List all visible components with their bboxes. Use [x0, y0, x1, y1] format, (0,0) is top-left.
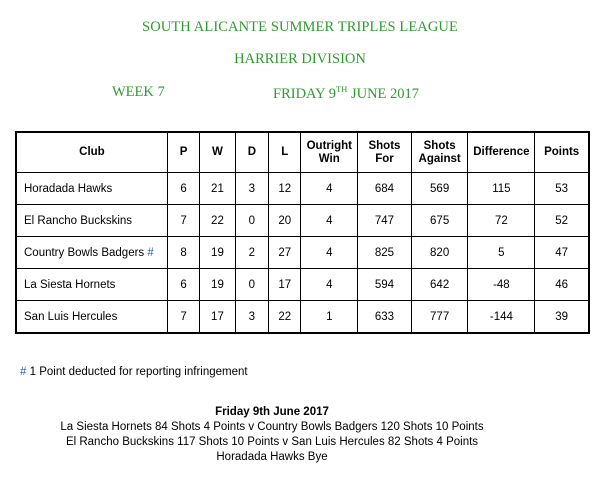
club-name-cell — [16, 205, 167, 237]
outright-win-cell: 4 — [301, 237, 358, 269]
results-block — [0, 405, 544, 465]
played-cell: 7 — [167, 205, 199, 237]
table-header-row — [16, 132, 589, 173]
col-outright-line1: Outright — [306, 139, 352, 152]
result-line: El Rancho Buckskins 117 Shots 10 Points v San Luis Hercules 82 Shots 4 Points — [65, 436, 479, 448]
lost-cell: 20 — [269, 205, 301, 237]
shots-for-cell: 747 — [358, 205, 412, 237]
difference-cell: 115 — [468, 173, 535, 205]
drawn-cell: 3 — [235, 173, 268, 205]
drawn-cell: 3 — [235, 301, 268, 334]
col-shots-for-line1: Shots — [368, 139, 401, 152]
col-shots-for — [358, 132, 412, 173]
drawn-cell: 0 — [235, 269, 268, 301]
deduction-mark: # — [147, 246, 154, 259]
footnote — [20, 366, 248, 378]
difference-cell: -48 — [468, 269, 535, 301]
club-name-cell — [16, 301, 167, 334]
col-shots-against-line2: Against — [418, 152, 461, 165]
drawn-cell: 2 — [235, 237, 268, 269]
points-cell: 52 — [535, 205, 589, 237]
outright-win-cell: 4 — [301, 269, 358, 301]
col-w: W — [200, 132, 235, 173]
shots-against-cell: 569 — [411, 173, 468, 205]
club-name: La Siesta Hornets — [24, 278, 116, 291]
shots-against-cell: 777 — [411, 301, 468, 334]
shots-against-cell: 642 — [411, 269, 468, 301]
difference-cell: -144 — [468, 301, 535, 334]
won-cell: 19 — [200, 237, 235, 269]
col-club: Club — [16, 132, 167, 173]
footnote-text: 1 Point deducted for reporting infringement — [26, 366, 248, 378]
league-title: SOUTH ALICANTE SUMMER TRIPLES LEAGUE — [142, 19, 458, 35]
club-name-cell — [16, 237, 167, 269]
date-suffix: JUNE 2017 — [347, 86, 420, 102]
col-shots-against — [411, 132, 468, 173]
date-prefix: FRIDAY 9 — [273, 86, 336, 102]
difference-cell: 5 — [468, 237, 535, 269]
col-l: L — [269, 132, 301, 173]
played-cell: 8 — [167, 237, 199, 269]
table-row — [16, 205, 589, 237]
won-cell: 22 — [200, 205, 235, 237]
club-name-cell — [16, 173, 167, 205]
drawn-cell: 0 — [235, 205, 268, 237]
shots-against-cell: 675 — [411, 205, 468, 237]
date-label — [273, 84, 419, 103]
col-p: P — [167, 132, 199, 173]
shots-for-cell: 684 — [358, 173, 412, 205]
result-line: La Siesta Hornets 84 Shots 4 Points v Country Bowls Badgers 120 Shots 10 Points — [60, 421, 484, 433]
played-cell: 7 — [167, 301, 199, 334]
lost-cell: 12 — [269, 173, 301, 205]
col-outright-line2: Win — [318, 152, 340, 165]
points-cell: 47 — [535, 237, 589, 269]
won-cell: 19 — [200, 269, 235, 301]
points-cell: 53 — [535, 173, 589, 205]
outright-win-cell: 1 — [301, 301, 358, 334]
table-row — [16, 301, 589, 334]
won-cell: 21 — [200, 173, 235, 205]
footnote-mark: # — [20, 366, 27, 378]
lost-cell: 22 — [269, 301, 301, 334]
played-cell: 6 — [167, 173, 199, 205]
table-row — [16, 269, 589, 301]
played-cell: 6 — [167, 269, 199, 301]
lost-cell: 27 — [269, 237, 301, 269]
table-row — [16, 237, 589, 269]
lost-cell: 17 — [269, 269, 301, 301]
shots-for-cell: 633 — [358, 301, 412, 334]
points-cell: 39 — [535, 301, 589, 334]
club-name: Horadada Hawks — [24, 182, 113, 195]
shots-for-cell: 825 — [358, 237, 412, 269]
date-superscript: TH — [335, 84, 348, 94]
col-d: D — [235, 132, 268, 173]
col-points: Points — [535, 132, 589, 173]
won-cell: 17 — [200, 301, 235, 334]
col-difference: Difference — [468, 132, 535, 173]
club-name-cell — [16, 269, 167, 301]
outright-win-cell: 4 — [301, 205, 358, 237]
outright-win-cell: 4 — [301, 173, 358, 205]
league-table — [15, 131, 590, 334]
col-outright-win — [301, 132, 358, 173]
difference-cell: 72 — [468, 205, 535, 237]
table-row — [16, 173, 589, 205]
club-name: San Luis Hercules — [24, 310, 118, 323]
col-shots-against-line1: Shots — [423, 139, 456, 152]
shots-for-cell: 594 — [358, 269, 412, 301]
club-name: Country Bowls Badgers — [24, 246, 145, 259]
col-shots-for-line2: For — [375, 152, 394, 165]
shots-against-cell: 820 — [411, 237, 468, 269]
club-name: El Rancho Buckskins — [24, 214, 133, 227]
division-title: HARRIER DIVISION — [234, 51, 366, 67]
points-cell: 46 — [535, 269, 589, 301]
week-label: WEEK 7 — [112, 84, 165, 100]
result-line: Horadada Hawks Bye — [216, 451, 328, 463]
results-title: Friday 9th June 2017 — [215, 406, 329, 418]
